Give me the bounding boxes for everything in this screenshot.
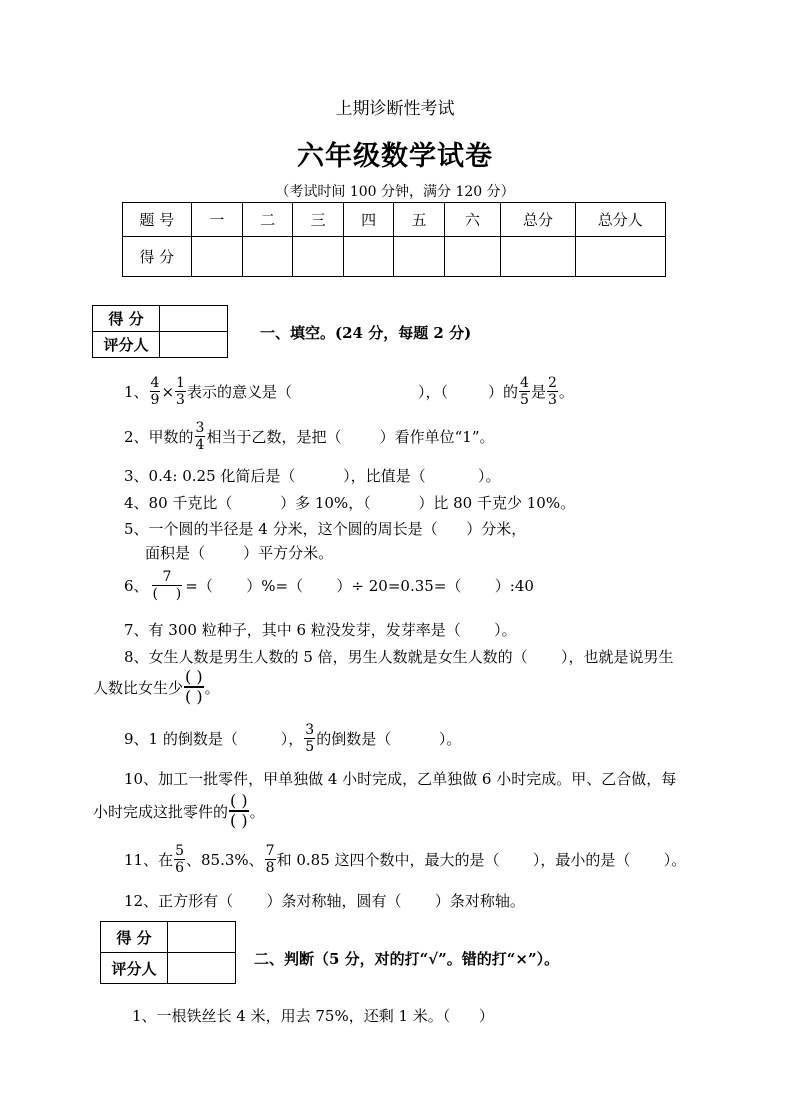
question-8b xyxy=(93,668,220,706)
score-table-header: 题 号 xyxy=(123,203,192,237)
q8-text: 人数比女生少 xyxy=(93,678,184,697)
q8-text: 。 xyxy=(204,678,220,697)
grader-box xyxy=(100,921,236,984)
score-cell[interactable] xyxy=(293,237,343,277)
score-cell[interactable] xyxy=(444,237,500,277)
q11-text: 、85.3%、 xyxy=(186,851,264,869)
question-9 xyxy=(124,722,461,755)
grader-name-label: 评分人 xyxy=(101,953,168,984)
q1-text: 。 xyxy=(558,383,574,401)
question-10a: 10、加工一批零件，甲单独做 4 小时完成，乙单独做 6 小时完成。甲、乙合做，每 xyxy=(124,770,677,788)
q9-text: 的倒数是（ ）。 xyxy=(316,730,462,748)
q6-number: 6、 xyxy=(124,577,149,595)
question-7: 7、有 300 粒种子，其中 6 粒没发芽，发芽率是（ ）。 xyxy=(124,621,517,639)
score-table-header: 总分人 xyxy=(575,203,665,237)
fraction: $\frac{3}{4}$ xyxy=(195,420,205,453)
q1-text: ），（ xyxy=(417,383,448,401)
fraction: $\frac{4}{9}$ xyxy=(150,375,160,408)
q11-text: 和 0.85 这四个数中，最大的是（ ），最小的是（ ）。 xyxy=(276,851,687,869)
exam-note: （考试时间 100 分钟，满分 120 分） xyxy=(275,184,515,200)
grader-score-cell[interactable] xyxy=(168,922,236,953)
question-11 xyxy=(124,843,686,876)
fraction: $\frac{7}{( )}$ xyxy=(152,569,182,602)
score-table-header: 二 xyxy=(242,203,292,237)
grader-name-label: 评分人 xyxy=(93,332,160,358)
question-4: 4、80 千克比（ ）多 10%，（ ）比 80 千克少 10%。 xyxy=(124,494,576,512)
q10-text: 。 xyxy=(249,802,265,821)
score-table-header: 总分 xyxy=(501,203,575,237)
q6-text: =（ ）%=（ ）÷ 20=0.35=（ ）:40 xyxy=(185,577,534,595)
question-5b: 面积是（ ）平方分米。 xyxy=(145,544,334,562)
question-3: 3、0.4: 0.25 化简后是（ ），比值是（ ）。 xyxy=(124,467,501,485)
section1-title: 一、填空。(24 分，每题 2 分) xyxy=(260,324,472,342)
score-cell[interactable] xyxy=(191,237,242,277)
question-1 xyxy=(124,375,574,408)
q1-text: 是 xyxy=(530,383,546,401)
times-sign: × xyxy=(161,382,175,401)
score-cell[interactable] xyxy=(394,237,444,277)
question-10b xyxy=(93,792,265,830)
grader-name-cell[interactable] xyxy=(168,953,236,984)
question-2 xyxy=(124,420,495,453)
q1-text: ）的 xyxy=(488,383,519,401)
score-table-header: 六 xyxy=(444,203,500,237)
score-cell[interactable] xyxy=(575,237,665,277)
q9-text: 9、1 的倒数是（ ）， xyxy=(124,730,304,748)
score-table-header: 五 xyxy=(394,203,444,237)
score-table xyxy=(122,202,666,277)
q10-text: 小时完成这批零件的 xyxy=(93,802,229,821)
fraction: $\frac{2}{3}$ xyxy=(547,375,557,408)
grader-box xyxy=(92,305,228,358)
fraction: $\frac{4}{5}$ xyxy=(520,375,529,408)
q1-number: 1、 xyxy=(124,383,149,401)
score-table-header: 三 xyxy=(293,203,343,237)
grader-score-label: 得 分 xyxy=(93,306,160,332)
grader-score-cell[interactable] xyxy=(160,306,228,332)
score-cell[interactable] xyxy=(501,237,575,277)
score-cell[interactable] xyxy=(242,237,292,277)
fraction: $\frac{7}{8}$ xyxy=(265,843,275,876)
grader-score-label: 得 分 xyxy=(101,922,168,953)
q2-text: 2、甲数的 xyxy=(124,428,194,446)
blank-fraction[interactable]: $\frac{( )}{( )}$ xyxy=(230,791,248,830)
question-12: 12、正方形有（ ）条对称轴，圆有（ ）条对称轴。 xyxy=(124,892,525,910)
q11-text: 11、在 xyxy=(124,851,174,869)
score-table-header: 四 xyxy=(343,203,393,237)
section2-title: 二、判断（5 分，对的打“√”。错的打“×”）。 xyxy=(254,950,560,968)
judgment-question-1: 1、一根铁丝长 4 米，用去 75%，还剩 1 米。（ ） xyxy=(132,1007,494,1025)
question-8a: 8、女生人数是男生人数的 5 倍，男生人数就是女生人数的（ ），也就是说男生 xyxy=(124,648,674,666)
blank-fraction[interactable]: $\frac{( )}{( )}$ xyxy=(185,667,203,706)
q1-text: 表示的意义是（ xyxy=(186,383,292,401)
score-table-header: 一 xyxy=(191,203,242,237)
fraction: $\frac{3}{5}$ xyxy=(305,722,315,755)
exam-subtitle: 上期诊断性考试 xyxy=(335,99,455,119)
grader-name-cell[interactable] xyxy=(160,332,228,358)
fraction: $\frac{5}{6}$ xyxy=(175,843,185,876)
question-6 xyxy=(124,569,534,602)
score-cell[interactable] xyxy=(343,237,393,277)
fraction: $\frac{1}{3}$ xyxy=(176,375,185,408)
score-table-row-label: 得 分 xyxy=(123,237,192,277)
question-5a: 5、一个圆的半径是 4 分米，这个圆的周长是（ ）分米， xyxy=(124,520,527,538)
q2-text: 相当于乙数，是把（ ）看作单位“1”。 xyxy=(206,428,495,446)
exam-title: 六年级数学试卷 xyxy=(297,141,493,172)
